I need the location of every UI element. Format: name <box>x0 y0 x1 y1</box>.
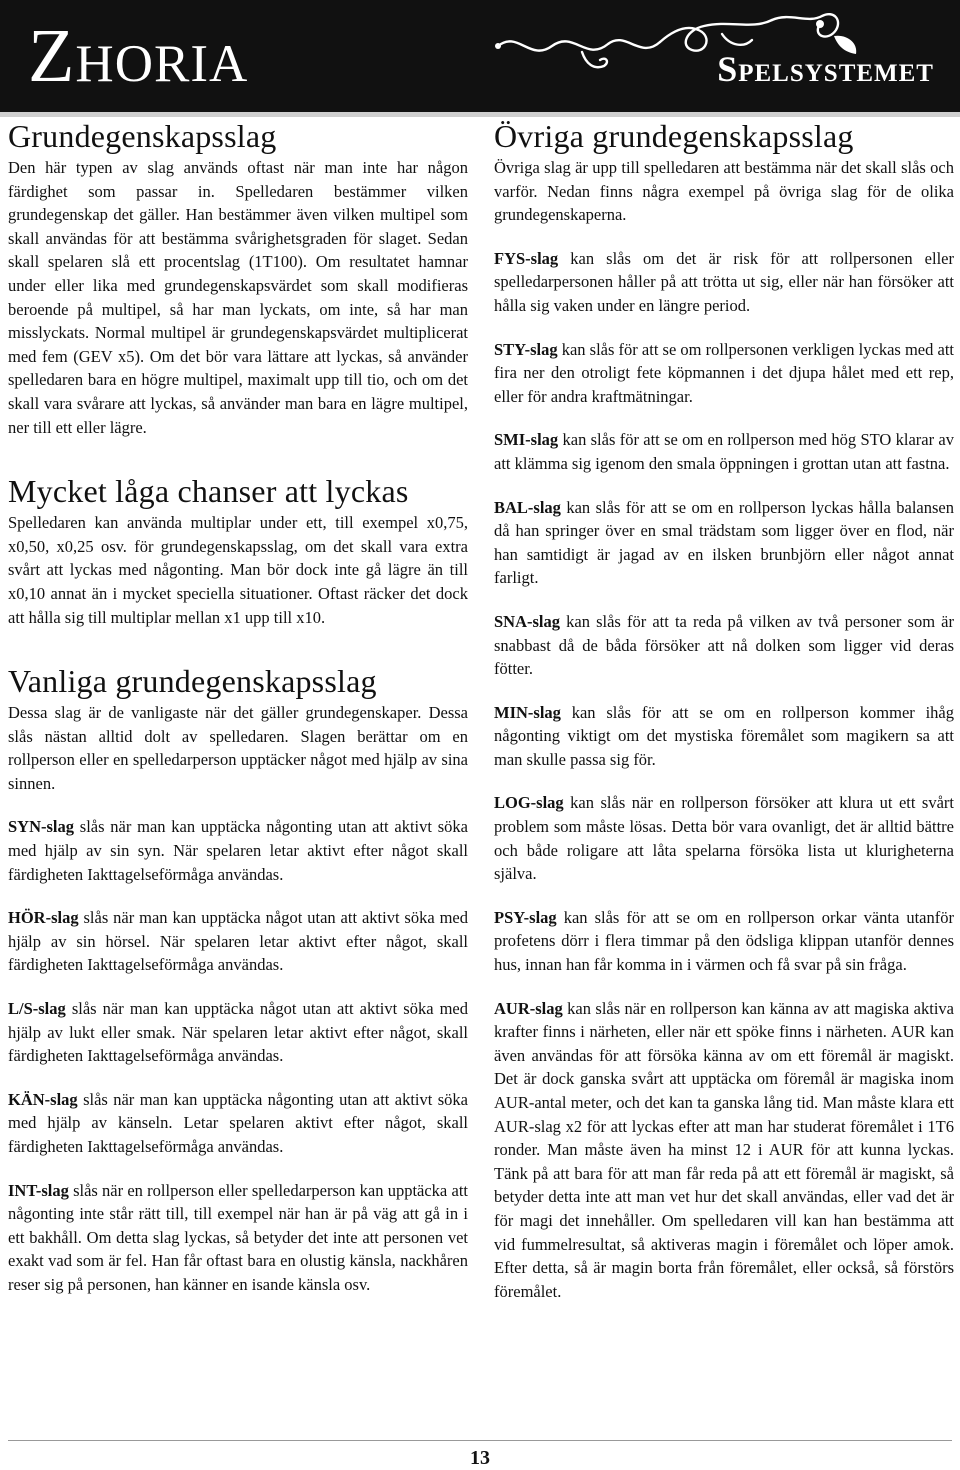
entry-text: kan slås när en rollperson försöker att klura ut ett svårt problem som måste lösas. Detta bör vara ovanligt, det är alltid bättre och både roligare att låta spelarna försöka lista ut klurigheterna själva. <box>494 793 954 884</box>
entry-tag: HÖR-slag <box>8 908 79 928</box>
entry-tag: BAL-slag <box>494 497 561 517</box>
entry-text: kan slås för att se om en rollperson lyckas hålla balansen då han springer över en smal trädstam som ligger över en flod, när han samtidigt är jagad av en ilsken brunbjörn eller något annat farligt. <box>494 497 954 588</box>
page-header <box>0 0 960 112</box>
entry-text: slås när man kan upptäcka någonting utan att aktivt söka med hjälp av känseln. Letar spelaren aktivt efter något, skall färdigheten Iakttagelseförmåga användas. <box>8 1089 468 1156</box>
header-stripe <box>0 112 960 117</box>
entry-smi <box>494 428 954 475</box>
section-title: Spelsystemet <box>717 49 934 89</box>
footer-rule <box>8 1440 952 1441</box>
entry-tag: LOG-slag <box>494 793 564 813</box>
entry-text: slås när man kan upptäcka någonting utan att aktivt söka med hjälp av sin syn. När spelaren letar aktivt efter något skall färdigheten Iakttagelseförmåga användas. <box>8 817 468 884</box>
entry-tag: L/S-slag <box>8 999 66 1019</box>
paragraph: Den här typen av slag används oftast när man inte har någon färdighet som passar in. Spelledaren bestämmer vilken grundegenskap det gäller. Han bestämmer även vilken multipel som skall användas för att bestämma svårighetsgraden för slaget. Sedan skall spelaren slå ett procentslag (1T100). Om resultatet hamnar under eller lika med grundegenskapsvärdet som skall modifieras beroende på multipel, så har man lyckats, om inte, så har man misslyckats. Normal multipel är grundegenskapsvärdet multiplicerat med fem (GEV x5). Om det bör vara lättare att lyckas, så använder spelledaren bara en högre multipel, maximalt upp till tio, och om det skall vara svårare att lyckas, så använder man bara en lägre multipel, ner till ett eller lägre. <box>8 158 468 437</box>
entry-text: slås när en rollperson eller spelledarperson kan upptäcka att någonting inte står rätt till, till exempel när han är på väg att gå in i ett bakhåll. Om detta slag lyckas, så betyder det inte att personen vet exakt vad som är fel. Han får oftast bara en olustig känsla, nackhåren reser sig på personen, han känner en isande känsla osv. <box>8 1180 468 1294</box>
entry-hor <box>8 906 468 977</box>
entry-text: kan slås för att se om en rollperson kommer ihåg någonting viktigt om det mystiska föremålet som magikern sa att man skulle passa sig för. <box>494 702 954 769</box>
entry-min <box>494 701 954 772</box>
entry-text: kan slås för att se om en rollperson orkar vänta utanför profetens dörr i flera timmar på den ödsliga klippan utanför dennes hus, innan han får komma in i värmen och få svar på sin fråga. <box>494 907 954 975</box>
entry-syn <box>8 815 468 886</box>
entry-text: kan slås om det är risk för att rollpersonen eller spelledarpersonen håller på att trötta ut sig, eller när han försöker att hålla sig vaken under en längre period. <box>494 248 954 315</box>
entry-tag: SNA-slag <box>494 611 561 631</box>
entry-psy <box>494 906 954 977</box>
entry-text: kan slås för att se om rollpersonen verkligen lyckas med att fira ner den otroligt fete köpmannen i det djupa hålet med ett rep, eller för andra kraftmätningar. <box>494 339 954 406</box>
entry-tag: FYS-slag <box>494 248 559 268</box>
entry-ls <box>8 997 468 1068</box>
entry-int <box>8 1179 468 1297</box>
entry-tag: INT-slag <box>8 1180 69 1200</box>
entry-log <box>494 791 954 885</box>
page-number: 13 <box>470 1447 490 1469</box>
brand-title: Zhoria <box>28 14 249 98</box>
paragraph: Övriga slag är upp till spelledaren att bestämma när det skall slås och varför. Nedan finns några exempel på övriga slag för de olika grundegenskaperna. <box>494 158 954 225</box>
entry-text: kan slås när en rollperson kan känna av att magiska aktiva krafter finns i närheten, eller när ett spöke finns i närheten. AUR kan även användas för att försöka känna av om ett föremål är magiskt. Det är dock ganska svårt att upptäcka om föremål är magiska inom AUR-antal meter, och det kan ta ganska lång tid. Man måste klara ett AUR-slag x2 för att lyckas efter att man har studerat föremålet i 1T6 ronder. Man måste även ha minst 12 i AUR för att kunna lyckas. Tänk på att bara för att man får reda på att ett föremål är magiskt, så betyder detta inte att man vet hur det skall användas, eller vad det är för magi det innehåller. Om spelledaren vill kan han bestämma att vid fummelresultat, så aktiveras magin i föremålet och löper amok. Efter detta, så är magin borta från föremålet, eller också, så förstörs föremålet. <box>494 998 954 1301</box>
entry-tag: KÄN-slag <box>8 1089 78 1109</box>
entry-text: kan slås för att se om en rollperson med hög STO klarar av att klämma sig igenom den smala öppningen i grottan utan att fastna. <box>494 430 954 473</box>
heading-ovriga-grundegenskapsslag: Övriga grundegenskapsslag <box>494 118 854 154</box>
paragraph: Spelledaren kan använda multiplar under ett, till exempel x0,75, x0,50, x0,25 osv. för grundegenskapsslag, om det skall vara extra svårt att lyckas med någonting. Man bör dock inte gå lägre än till x0,10 annat än i mycket speciella situationer. Oftast räcker det dock att hålla sig till multiplar mellan x1 upp till x10. <box>8 513 468 627</box>
paragraph: Dessa slag är de vanligaste när det gäller grundegenskaper. Dessa slås nästan alltid dolt av spelledaren. Slagen berättar om en rollperson eller en spelledarperson upptäcker något med hjälp av sina sinnen. <box>8 703 468 793</box>
heading-grundegenskapsslag: Grundegenskapsslag <box>8 118 277 154</box>
entry-text: kan slås för att ta reda på vilken av två personer som är snabbast då de båda försöker att nå dolken som ligger vid deras fötter. <box>494 611 954 679</box>
entry-tag: STY-slag <box>494 339 558 359</box>
heading-mycket-laga-chanser: Mycket låga chanser att lyckas <box>8 473 409 510</box>
entry-fys <box>494 247 954 318</box>
entry-aur <box>494 997 954 1304</box>
entry-text: slås när man kan upptäcka något utan att aktivt söka med hjälp av sin hörsel. När spelaren letar aktivt efter något, skall färdigheten Iakttagelseförmåga användas. <box>8 908 468 975</box>
entry-bal <box>494 496 954 590</box>
entry-sty <box>494 338 954 409</box>
entry-text: slås när man kan upptäcka något utan att aktivt söka med hjälp av lukt eller smak. När spelaren letar aktivt efter något, skall färdigheten Iakttagelseförmåga användas. <box>8 999 468 1066</box>
left-column <box>8 118 468 1297</box>
entry-tag: SYN-slag <box>8 817 75 837</box>
entry-sna <box>494 610 954 681</box>
entry-tag: PSY-slag <box>494 907 557 927</box>
right-column <box>494 118 954 1303</box>
entry-tag: SMI-slag <box>494 430 559 450</box>
entry-kan <box>8 1088 468 1159</box>
entry-tag: MIN-slag <box>494 702 561 722</box>
heading-vanliga-grundegenskapsslag: Vanliga grundegenskapsslag <box>8 663 377 700</box>
entry-tag: AUR-slag <box>494 998 563 1018</box>
